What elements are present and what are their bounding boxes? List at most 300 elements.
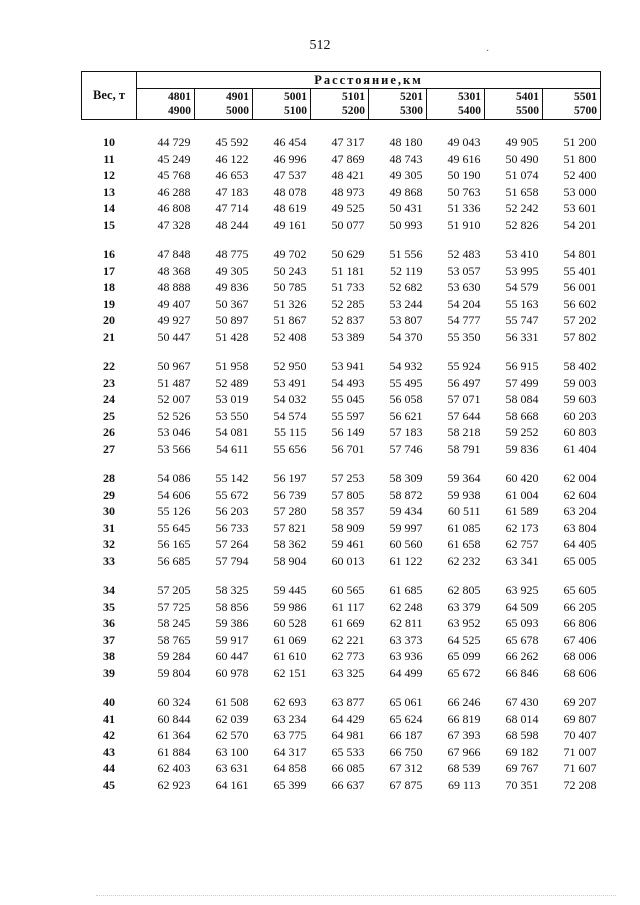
weight-cell: 10 — [103, 135, 115, 149]
rate-cell: 55 597 — [331, 408, 365, 423]
rate-cell: 54 370 — [389, 329, 423, 344]
rate-cell: 46 454 — [273, 135, 307, 149]
rate-cell: 65 061 — [389, 695, 423, 709]
rate-cell: 58 872 — [389, 487, 423, 502]
range-from: 4801 — [168, 91, 191, 103]
rate-cell: 54 086 — [157, 471, 191, 485]
rate-cell: 69 767 — [505, 761, 539, 775]
rate-cell: 53 941 — [331, 359, 365, 373]
rate-cell: 62 693 — [273, 695, 307, 709]
distance-range-header — [311, 89, 369, 120]
rate-cell: 67 312 — [389, 761, 423, 775]
rate-cell: 57 253 — [331, 471, 365, 485]
rate-cell: 63 775 — [273, 728, 307, 742]
rate-cell: 56 739 — [273, 487, 307, 502]
rate-cell: 49 305 — [389, 168, 423, 182]
rate-cell: 56 149 — [331, 425, 365, 439]
rate-cell: 50 629 — [331, 247, 365, 261]
rate-cell: 60 324 — [157, 695, 191, 709]
rate-cell: 47 328 — [157, 217, 191, 232]
rate-cell: 49 161 — [273, 217, 307, 232]
rate-cell: 59 461 — [331, 537, 365, 551]
weight-cell: 12 — [103, 168, 115, 182]
table-row — [82, 134, 601, 151]
weight-cell: 15 — [103, 217, 115, 232]
rate-cell: 66 750 — [389, 744, 423, 759]
rate-cell: 51 556 — [389, 247, 423, 261]
rate-cell: 56 165 — [157, 537, 191, 551]
rate-cell: 62 811 — [389, 616, 423, 630]
rate-cell: 63 234 — [273, 711, 307, 726]
rate-cell: 64 858 — [273, 761, 307, 775]
rate-cell: 53 019 — [215, 392, 249, 406]
rate-cell: 65 533 — [331, 744, 365, 759]
rate-cell: 54 493 — [331, 375, 365, 390]
rate-cell: 68 598 — [505, 728, 539, 742]
rate-cell: 66 819 — [447, 711, 481, 726]
rate-cell: 63 925 — [505, 583, 539, 597]
rate-cell: 71 007 — [563, 744, 597, 759]
rate-cell: 58 791 — [447, 441, 481, 456]
table-body — [82, 120, 601, 794]
rate-cell: 58 309 — [389, 471, 423, 485]
rate-cell: 58 402 — [563, 359, 597, 373]
rate-cell: 58 218 — [447, 425, 481, 439]
rate-cell: 65 399 — [273, 777, 307, 792]
weight-column-header: Вес, т — [82, 72, 137, 120]
weight-cell: 41 — [103, 711, 115, 726]
rate-cell: 51 910 — [447, 217, 481, 232]
rate-cell: 52 483 — [447, 247, 481, 261]
rate-cell: 58 084 — [505, 392, 539, 406]
rate-cell: 58 904 — [273, 553, 307, 568]
rate-cell: 52 007 — [157, 392, 191, 406]
rate-cell: 67 393 — [447, 728, 481, 742]
rate-cell: 63 204 — [563, 504, 597, 518]
table-row — [82, 777, 601, 794]
rate-cell: 66 806 — [563, 616, 597, 630]
rate-cell: 55 142 — [215, 471, 249, 485]
rate-cell: 50 967 — [157, 359, 191, 373]
weight-cell: 24 — [103, 392, 115, 406]
rate-cell: 63 379 — [447, 599, 481, 614]
table-row — [82, 246, 601, 263]
rate-cell: 62 403 — [157, 761, 191, 775]
rate-cell: 57 794 — [215, 553, 249, 568]
rate-cell: 62 173 — [505, 520, 539, 535]
weight-cell: 38 — [103, 649, 115, 663]
table-row — [82, 665, 601, 682]
rate-cell: 57 802 — [563, 329, 597, 344]
rate-cell: 59 938 — [447, 487, 481, 502]
rate-cell: 60 203 — [563, 408, 597, 423]
rate-cell: 53 995 — [505, 263, 539, 278]
rate-cell: 62 570 — [215, 728, 249, 742]
rate-cell: 50 431 — [389, 201, 423, 215]
rate-cell: 52 489 — [215, 375, 249, 390]
rate-cell: 55 401 — [563, 263, 597, 278]
table-row — [82, 694, 601, 711]
rate-cell: 51 428 — [215, 329, 249, 344]
rate-cell: 55 924 — [447, 359, 481, 373]
rate-cell: 65 672 — [447, 665, 481, 680]
weight-cell: 31 — [103, 520, 115, 535]
group-spacer — [82, 233, 601, 246]
rate-cell: 59 434 — [389, 504, 423, 518]
range-to: 5400 — [458, 105, 481, 117]
range-from: 5101 — [342, 91, 365, 103]
rate-cell: 62 004 — [563, 471, 597, 485]
rate-cell: 53 057 — [447, 263, 481, 278]
rate-cell: 60 528 — [273, 616, 307, 630]
rate-cell: 61 508 — [215, 695, 249, 709]
rate-cell: 66 637 — [331, 777, 365, 792]
rate-cell: 59 997 — [389, 520, 423, 535]
table-row — [82, 711, 601, 728]
rate-cell: 56 621 — [389, 408, 423, 423]
rate-cell: 47 848 — [157, 247, 191, 261]
rate-cell: 49 525 — [331, 201, 365, 215]
table-row — [82, 760, 601, 777]
rate-cell: 55 645 — [157, 520, 191, 535]
rate-cell: 47 317 — [331, 135, 365, 149]
rate-cell: 59 364 — [447, 471, 481, 485]
rate-cell: 55 115 — [273, 425, 307, 439]
rate-cell: 52 682 — [389, 280, 423, 294]
rate-cell: 48 619 — [273, 201, 307, 215]
rate-cell: 57 202 — [563, 313, 597, 327]
rate-cell: 50 785 — [273, 280, 307, 294]
distance-range-header — [485, 89, 543, 120]
rate-cell: 50 190 — [447, 168, 481, 182]
rate-cell: 56 497 — [447, 375, 481, 390]
table-row — [82, 296, 601, 313]
rate-cell: 58 765 — [157, 632, 191, 647]
rate-cell: 64 429 — [331, 711, 365, 726]
rate-cell: 66 187 — [389, 728, 423, 742]
rate-cell: 63 804 — [563, 520, 597, 535]
table-row — [82, 375, 601, 392]
weight-cell: 22 — [103, 359, 115, 373]
weight-cell: 17 — [103, 263, 115, 278]
rate-cell: 63 373 — [389, 632, 423, 647]
range-from: 5301 — [458, 91, 481, 103]
rate-cell: 47 869 — [331, 151, 365, 166]
table-row — [82, 358, 601, 375]
weight-cell: 43 — [103, 744, 115, 759]
rate-cell: 49 305 — [215, 263, 249, 278]
weight-cell: 34 — [103, 583, 115, 597]
rate-cell: 61 610 — [273, 649, 307, 663]
rate-cell: 55 495 — [389, 375, 423, 390]
rate-cell: 59 386 — [215, 616, 249, 630]
rate-cell: 60 565 — [331, 583, 365, 597]
rate-cell: 53 491 — [273, 375, 307, 390]
rate-cell: 55 126 — [157, 504, 191, 518]
rate-cell: 54 081 — [215, 425, 249, 439]
distance-range-header — [369, 89, 427, 120]
rate-cell: 46 996 — [273, 151, 307, 166]
rate-cell: 62 039 — [215, 711, 249, 726]
rate-cell: 54 579 — [505, 280, 539, 294]
weight-cell: 14 — [103, 201, 115, 215]
range-from: 5201 — [400, 91, 423, 103]
rate-cell: 59 836 — [505, 441, 539, 456]
rate-cell: 57 725 — [157, 599, 191, 614]
rate-cell: 70 407 — [563, 728, 597, 742]
rate-cell: 53 566 — [157, 441, 191, 456]
rate-cell: 52 826 — [505, 217, 539, 232]
weight-cell: 13 — [103, 184, 115, 199]
rate-cell: 64 499 — [389, 665, 423, 680]
scan-edge-line — [96, 895, 616, 896]
rate-cell: 52 408 — [273, 329, 307, 344]
page-number: 512 — [309, 38, 331, 53]
rate-cell: 51 336 — [447, 201, 481, 215]
rate-cell: 68 539 — [447, 761, 481, 775]
table-row — [82, 487, 601, 504]
rate-cell: 53 601 — [563, 201, 597, 215]
table-row — [82, 200, 601, 217]
rate-cell: 51 867 — [273, 313, 307, 327]
rate-cell: 56 701 — [331, 441, 365, 456]
rate-cell: 65 605 — [563, 583, 597, 597]
rate-cell: 66 205 — [563, 599, 597, 614]
rate-cell: 52 526 — [157, 408, 191, 423]
weight-cell: 44 — [103, 761, 115, 775]
table-row — [82, 615, 601, 632]
rate-cell: 56 197 — [273, 471, 307, 485]
rate-cell: 56 001 — [563, 280, 597, 294]
rate-cell: 61 004 — [505, 487, 539, 502]
rate-cell: 62 805 — [447, 583, 481, 597]
table-row — [82, 727, 601, 744]
rate-cell: 48 775 — [215, 247, 249, 261]
rate-cell: 56 331 — [505, 329, 539, 344]
rate-table — [81, 71, 601, 793]
rate-cell: 66 246 — [447, 695, 481, 709]
rate-cell: 59 252 — [505, 425, 539, 439]
rate-cell: 45 249 — [157, 151, 191, 166]
table-row — [82, 441, 601, 458]
weight-cell: 16 — [103, 247, 115, 261]
table-row — [82, 553, 601, 570]
rate-cell: 51 658 — [505, 184, 539, 199]
rate-cell: 49 616 — [447, 151, 481, 166]
range-from: 5401 — [516, 91, 539, 103]
rate-cell: 46 653 — [215, 168, 249, 182]
group-spacer — [82, 569, 601, 582]
rate-cell: 60 511 — [447, 504, 481, 518]
weight-cell: 35 — [103, 599, 115, 614]
rate-cell: 57 499 — [505, 375, 539, 390]
range-to: 5300 — [400, 105, 423, 117]
rate-cell: 48 244 — [215, 217, 249, 232]
rate-cell: 50 243 — [273, 263, 307, 278]
weight-cell: 29 — [103, 487, 115, 502]
group-spacer — [82, 120, 601, 135]
table-row — [82, 391, 601, 408]
rate-cell: 57 746 — [389, 441, 423, 456]
rate-cell: 58 357 — [331, 504, 365, 518]
distance-range-header — [195, 89, 253, 120]
rate-cell: 65 005 — [563, 553, 597, 568]
table-row — [82, 151, 601, 168]
rate-cell: 62 773 — [331, 649, 365, 663]
rate-cell: 61 685 — [389, 583, 423, 597]
table-row — [82, 744, 601, 761]
rate-cell: 50 897 — [215, 313, 249, 327]
rate-cell: 48 743 — [389, 151, 423, 166]
rate-cell: 65 624 — [389, 711, 423, 726]
weight-cell: 42 — [103, 728, 115, 742]
rate-cell: 65 099 — [447, 649, 481, 663]
rate-cell: 47 537 — [273, 168, 307, 182]
distance-range-header — [427, 89, 485, 120]
rate-cell: 52 242 — [505, 201, 539, 215]
table-row — [82, 536, 601, 553]
weight-cell: 37 — [103, 632, 115, 647]
rate-cell: 52 950 — [273, 359, 307, 373]
table-row — [82, 503, 601, 520]
weight-cell: 18 — [103, 280, 115, 294]
rate-cell: 60 978 — [215, 665, 249, 680]
rate-cell: 60 013 — [331, 553, 365, 568]
table-row — [82, 408, 601, 425]
rate-cell: 66 846 — [505, 665, 539, 680]
rate-cell: 58 856 — [215, 599, 249, 614]
rate-cell: 62 221 — [331, 632, 365, 647]
distance-range-header — [253, 89, 311, 120]
rate-cell: 64 405 — [563, 537, 597, 551]
table-row — [82, 279, 601, 296]
table-row — [82, 167, 601, 184]
rate-cell: 67 966 — [447, 744, 481, 759]
rate-cell: 57 644 — [447, 408, 481, 423]
rate-cell: 62 757 — [505, 537, 539, 551]
rate-cell: 54 801 — [563, 247, 597, 261]
rate-cell: 62 923 — [157, 777, 191, 792]
rate-cell: 57 280 — [273, 504, 307, 518]
range-to: 5200 — [342, 105, 365, 117]
rate-cell: 48 180 — [389, 135, 423, 149]
rate-cell: 60 560 — [389, 537, 423, 551]
rate-cell: 53 410 — [505, 247, 539, 261]
rate-cell: 67 406 — [563, 632, 597, 647]
rate-cell: 57 805 — [331, 487, 365, 502]
rate-cell: 53 046 — [157, 425, 191, 439]
table-row — [82, 184, 601, 201]
rate-cell: 61 117 — [331, 599, 365, 614]
rate-cell: 59 603 — [563, 392, 597, 406]
rate-cell: 52 837 — [331, 313, 365, 327]
rate-cell: 63 631 — [215, 761, 249, 775]
weight-cell: 28 — [103, 471, 115, 485]
range-from: 5501 — [574, 91, 597, 103]
rate-cell: 64 981 — [331, 728, 365, 742]
range-to: 5500 — [516, 105, 539, 117]
rate-cell: 51 181 — [331, 263, 365, 278]
rate-cell: 45 768 — [157, 168, 191, 182]
table-row — [82, 329, 601, 346]
rate-cell: 51 326 — [273, 296, 307, 311]
range-from: 4901 — [226, 91, 249, 103]
rate-cell: 63 341 — [505, 553, 539, 568]
rate-cell: 55 163 — [505, 296, 539, 311]
rate-cell: 50 367 — [215, 296, 249, 311]
rate-cell: 61 085 — [447, 520, 481, 535]
rate-cell: 52 285 — [331, 296, 365, 311]
rate-cell: 52 400 — [563, 168, 597, 182]
rate-cell: 50 077 — [331, 217, 365, 232]
rate-cell: 56 203 — [215, 504, 249, 518]
rate-cell: 65 093 — [505, 616, 539, 630]
rate-cell: 51 958 — [215, 359, 249, 373]
rate-cell: 63 952 — [447, 616, 481, 630]
weight-cell: 11 — [103, 151, 115, 166]
rate-cell: 61 669 — [331, 616, 365, 630]
rate-cell: 54 777 — [447, 313, 481, 327]
rate-cell: 63 877 — [331, 695, 365, 709]
rate-cell: 49 043 — [447, 135, 481, 149]
table-row — [82, 217, 601, 234]
rate-cell: 68 014 — [505, 711, 539, 726]
weight-cell: 25 — [103, 408, 115, 423]
rate-cell: 61 364 — [157, 728, 191, 742]
rate-cell: 62 151 — [273, 665, 307, 680]
rate-cell: 56 915 — [505, 359, 539, 373]
table-header — [82, 72, 601, 120]
rate-cell: 57 205 — [157, 583, 191, 597]
rate-cell: 51 800 — [563, 151, 597, 166]
rate-cell: 55 045 — [331, 392, 365, 406]
rate-cell: 55 656 — [273, 441, 307, 456]
rate-cell: 61 069 — [273, 632, 307, 647]
rate-cell: 44 729 — [157, 135, 191, 149]
rate-cell: 69 807 — [563, 711, 597, 726]
weight-cell: 19 — [103, 296, 115, 311]
rate-cell: 60 420 — [505, 471, 539, 485]
rate-cell: 46 808 — [157, 201, 191, 215]
table-row — [82, 648, 601, 665]
rate-cell: 64 509 — [505, 599, 539, 614]
rate-cell: 61 404 — [563, 441, 597, 456]
rate-cell: 69 207 — [563, 695, 597, 709]
rate-cell: 53 807 — [389, 313, 423, 327]
rate-cell: 56 058 — [389, 392, 423, 406]
rate-cell: 69 113 — [447, 777, 481, 792]
rate-cell: 56 733 — [215, 520, 249, 535]
rate-cell: 63 100 — [215, 744, 249, 759]
group-spacer — [82, 681, 601, 694]
rate-cell: 68 006 — [563, 649, 597, 663]
rate-cell: 57 264 — [215, 537, 249, 551]
rate-cell: 59 986 — [273, 599, 307, 614]
table-row — [82, 632, 601, 649]
rate-cell: 70 351 — [505, 777, 539, 792]
rate-cell: 59 284 — [157, 649, 191, 663]
rate-cell: 55 747 — [505, 313, 539, 327]
rate-cell: 67 430 — [505, 695, 539, 709]
rate-cell: 68 606 — [563, 665, 597, 680]
range-to: 5000 — [226, 105, 249, 117]
rate-cell: 54 574 — [273, 408, 307, 423]
rate-cell: 57 071 — [447, 392, 481, 406]
rate-cell: 51 074 — [505, 168, 539, 182]
rate-cell: 69 182 — [505, 744, 539, 759]
weight-cell: 27 — [103, 441, 115, 456]
weight-cell: 39 — [103, 665, 115, 680]
